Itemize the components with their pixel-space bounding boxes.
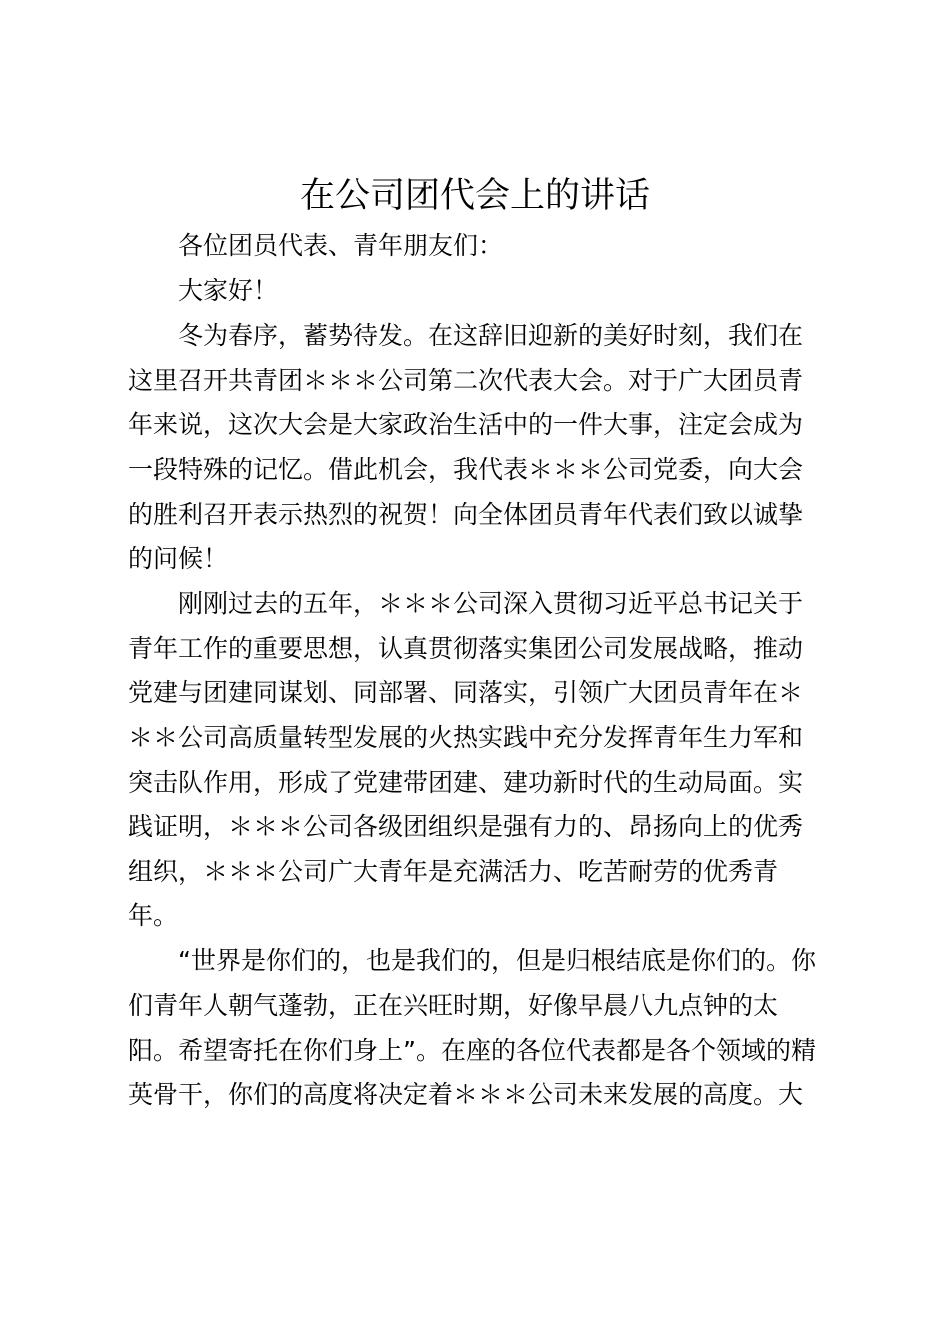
paragraph-line: 刚刚过去的五年，＊＊＊公司深入贯彻习近平总书记关于 <box>178 589 804 618</box>
paragraph-line: “世界是你们的，也是我们的，但是归根结底是你们的。你 <box>178 946 816 975</box>
document-title: 在公司团代会上的讲话 <box>299 176 650 216</box>
salutation: 各位团员代表、青年朋友们： <box>178 231 504 260</box>
paragraph-line: 这里召开共青团＊＊＊公司第二次代表大会。对于广大团员青 <box>128 366 804 395</box>
paragraph-line: 们青年人朝气蓬勃，正在兴旺时期，好像早晨八九点钟的太 <box>128 991 779 1020</box>
paragraph-line: 党建与团建同谋划、同部署、同落实，引领广大团员青年在＊ <box>128 678 804 707</box>
paragraph-line: 英骨干，你们的高度将决定着＊＊＊公司未来发展的高度。大 <box>128 1080 804 1109</box>
greeting: 大家好！ <box>178 276 279 305</box>
paragraph-line: 的问候！ <box>128 544 229 573</box>
paragraph-line: 突击队作用，形成了党建带团建、建功新时代的生动局面。实 <box>128 768 804 797</box>
paragraph-line: ＊＊公司高质量转型发展的火热实践中充分发挥青年生力军和 <box>128 723 804 752</box>
paragraph-line: 践证明，＊＊＊公司各级团组织是强有力的、昂扬向上的优秀 <box>128 812 804 841</box>
paragraph-line: 年。 <box>128 901 179 930</box>
paragraph-line: 阳。希望寄托在你们身上”。在座的各位代表都是各个领域的精 <box>128 1036 816 1065</box>
paragraph-line: 冬为春序，蓄势待发。在这辞旧迎新的美好时刻，我们在 <box>178 321 804 350</box>
paragraph-line: 青年工作的重要思想，认真贯彻落实集团公司发展战略，推动 <box>128 634 804 663</box>
paragraph-line: 组织，＊＊＊公司广大青年是充满活力、吃苦耐劳的优秀青 <box>128 857 779 886</box>
paragraph-line: 一段特殊的记忆。借此机会，我代表＊＊＊公司党委，向大会 <box>128 455 804 484</box>
paragraph-line: 的胜利召开表示热烈的祝贺！向全体团员青年代表们致以诚挚 <box>128 500 804 529</box>
paragraph-line: 年来说，这次大会是大家政治生活中的一件大事，注定会成为 <box>128 410 804 439</box>
